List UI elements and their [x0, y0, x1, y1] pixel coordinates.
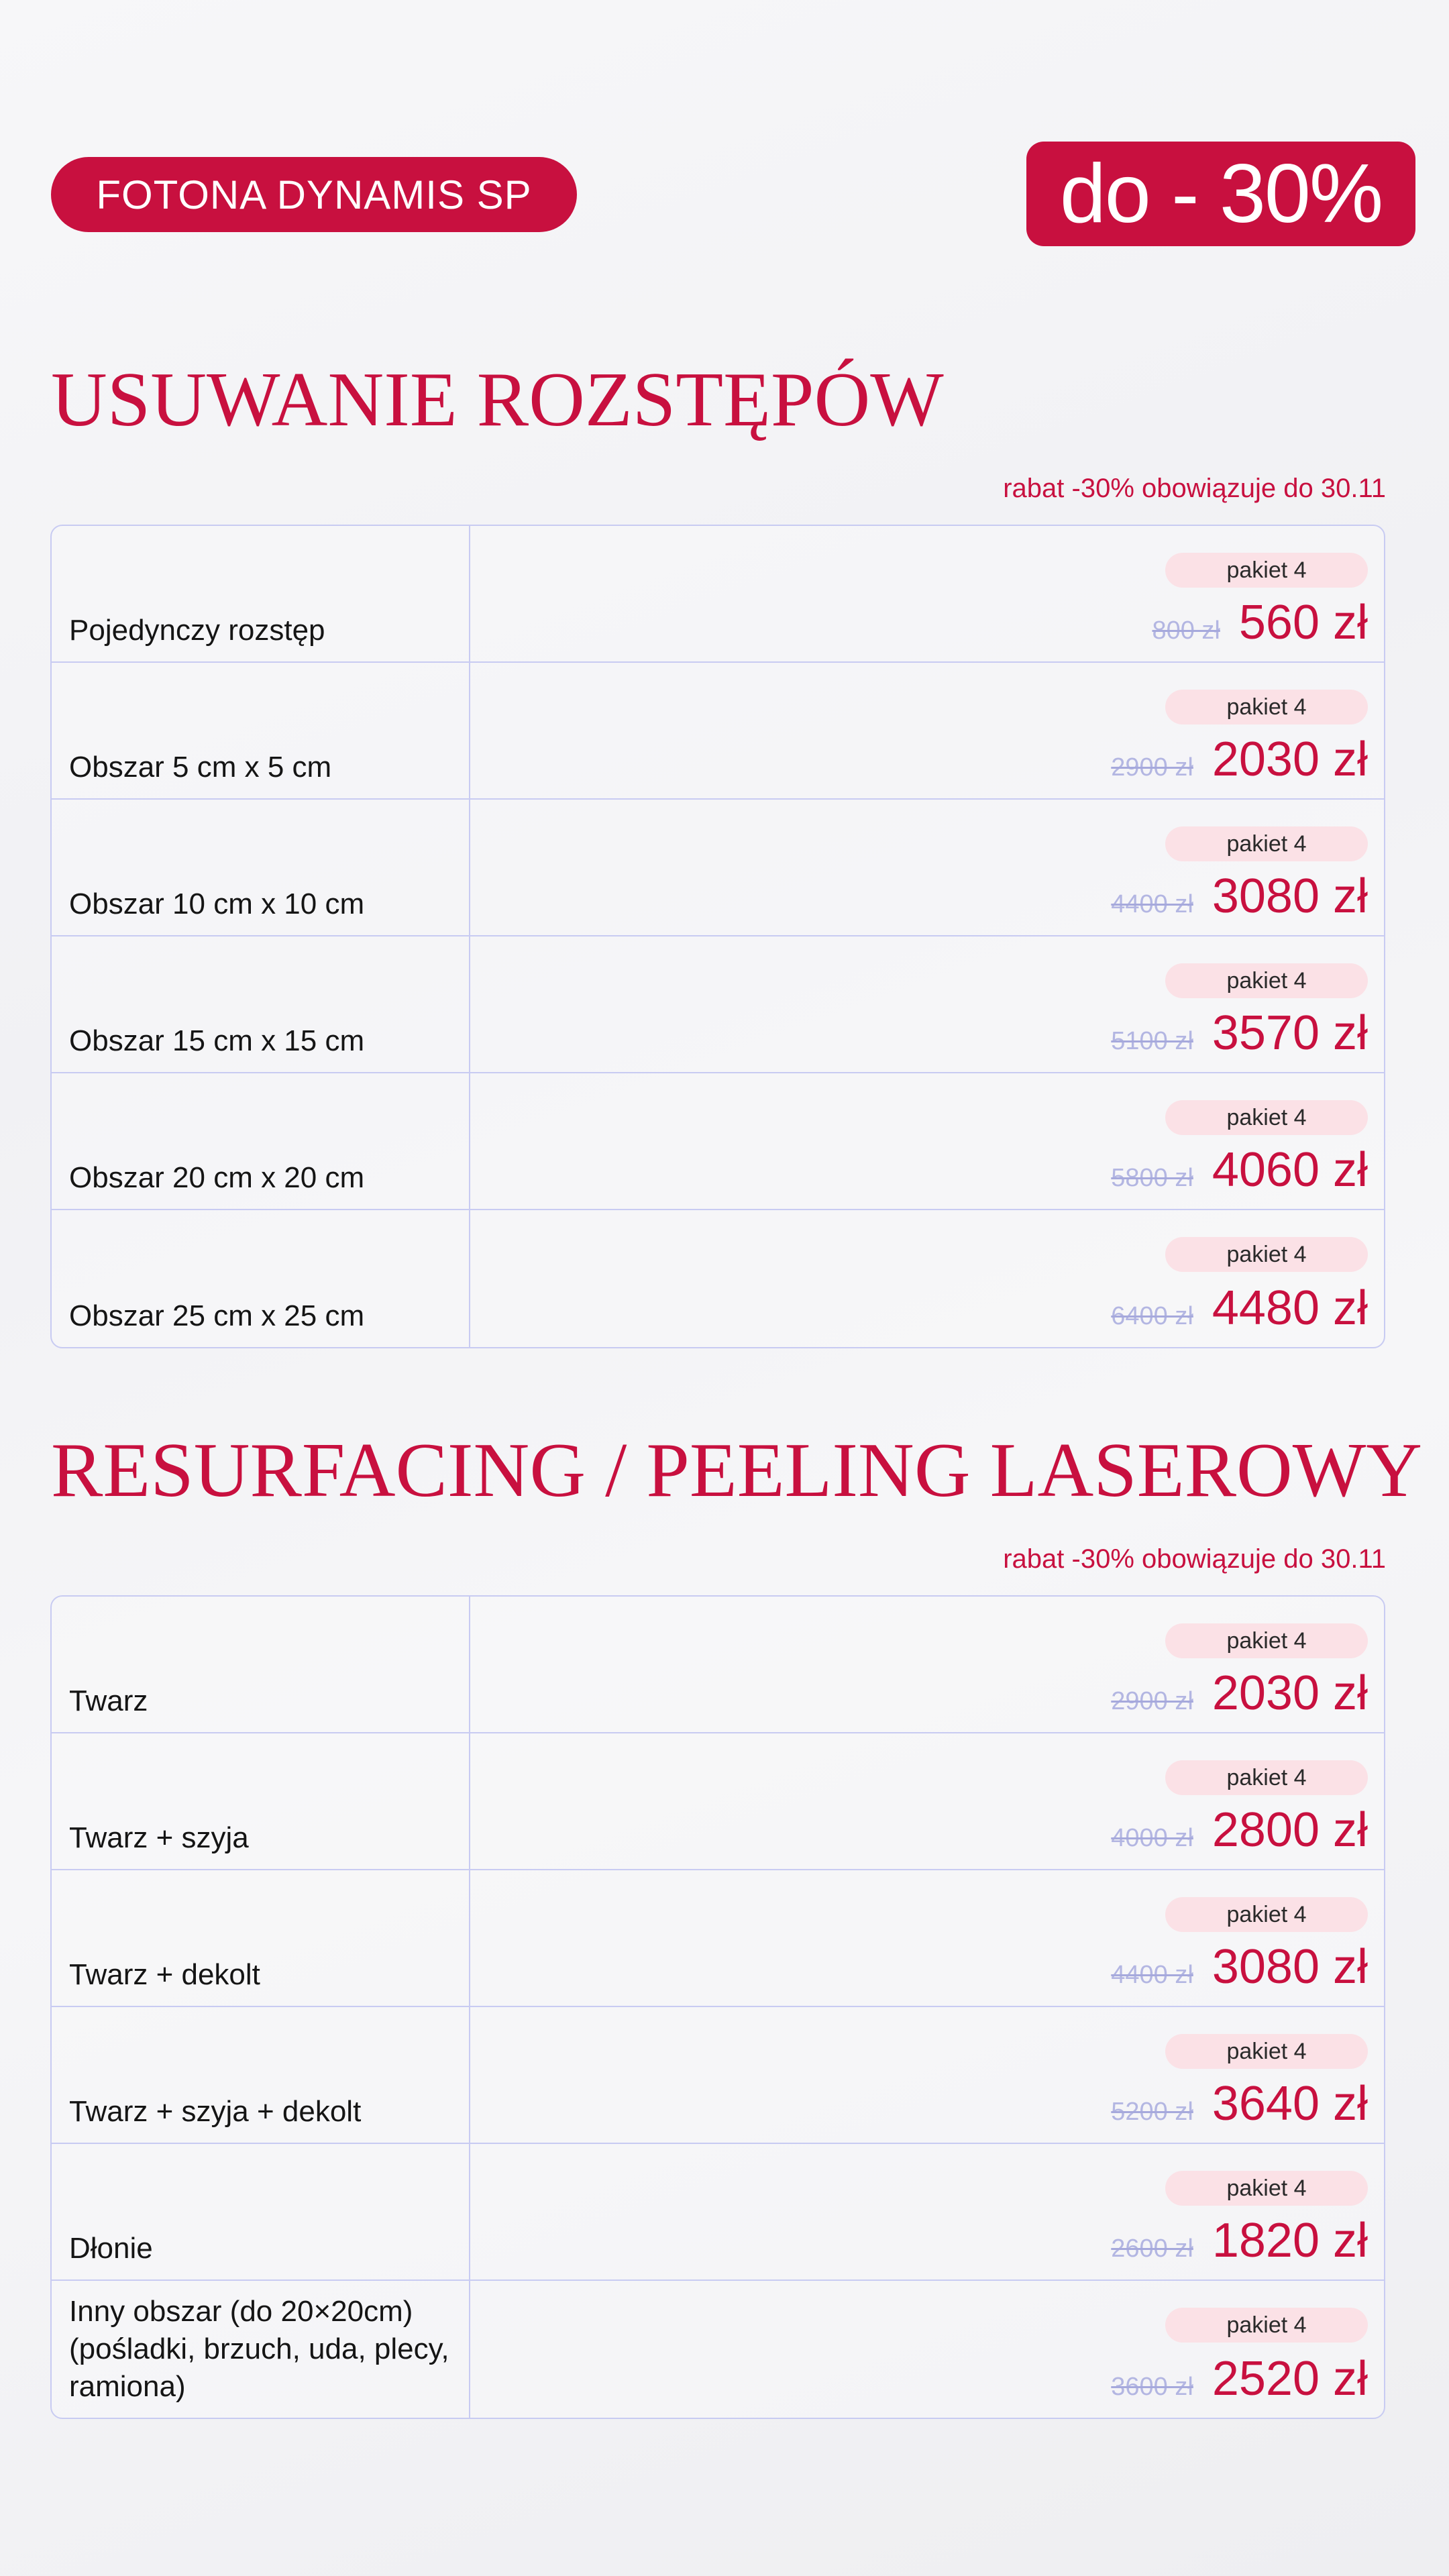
service-name: Twarz + szyja + dekolt	[52, 2007, 470, 2143]
old-price: 2600 zł	[1111, 2235, 1193, 2263]
service-name: Twarz + szyja	[52, 1733, 470, 1869]
prices	[1111, 1803, 1368, 1857]
price-cell	[470, 2144, 1384, 2279]
prices	[1152, 598, 1368, 647]
discount-badge: do - 30%	[1026, 142, 1415, 246]
price-cell	[470, 2281, 1384, 2418]
price-cell	[470, 800, 1384, 935]
table-row	[52, 800, 1384, 936]
old-price: 4400 zł	[1111, 890, 1193, 918]
service-name: Inny obszar (do 20×20cm) (pośladki, brzuch, uda, plecy, ramiona)	[52, 2281, 470, 2418]
old-price: 6400 zł	[1111, 1302, 1193, 1330]
new-price: 2030 zł	[1212, 733, 1368, 786]
price-table-stretch-marks	[50, 525, 1385, 1348]
old-price: 5100 zł	[1111, 1027, 1193, 1055]
new-price: 4480 zł	[1212, 1281, 1368, 1335]
package-pill: pakiet 4	[1165, 826, 1368, 861]
table-row	[52, 1073, 1384, 1210]
discount-note: rabat -30% obowiązuje do 30.11	[1003, 474, 1386, 503]
service-name: Twarz	[52, 1597, 470, 1732]
new-price: 1820 zł	[1212, 2214, 1368, 2267]
old-price: 4000 zł	[1111, 1824, 1193, 1852]
prices	[1111, 1666, 1368, 1720]
new-price: 560 zł	[1238, 596, 1368, 649]
table-row	[52, 1870, 1384, 2007]
section-title-stretch-marks: USUWANIE ROZSTĘPÓW	[51, 357, 944, 443]
service-name: Obszar 20 cm x 20 cm	[52, 1073, 470, 1209]
service-name: Obszar 10 cm x 10 cm	[52, 800, 470, 935]
table-row	[52, 663, 1384, 800]
old-price: 4400 zł	[1111, 1961, 1193, 1989]
package-pill: pakiet 4	[1165, 1237, 1368, 1272]
brand-badge: FOTONA DYNAMIS SP	[51, 157, 577, 232]
prices	[1111, 1940, 1368, 1994]
table-row	[52, 936, 1384, 1073]
table-row	[52, 2007, 1384, 2144]
table-row	[52, 1597, 1384, 1733]
price-cell	[470, 1733, 1384, 1869]
new-price: 3640 zł	[1212, 2077, 1368, 2131]
table-row	[52, 1210, 1384, 1347]
price-cell	[470, 2007, 1384, 2143]
package-pill: pakiet 4	[1165, 2171, 1368, 2206]
package-pill: pakiet 4	[1165, 1100, 1368, 1135]
package-pill: pakiet 4	[1165, 963, 1368, 998]
price-cell	[470, 663, 1384, 798]
prices	[1111, 869, 1368, 923]
prices	[1111, 1006, 1368, 1060]
service-name: Pojedynczy rozstęp	[52, 526, 470, 661]
price-cell	[470, 1597, 1384, 1732]
package-pill: pakiet 4	[1165, 2308, 1368, 2343]
old-price: 2900 zł	[1111, 753, 1193, 782]
old-price: 800 zł	[1152, 616, 1220, 645]
discount-note: rabat -30% obowiązuje do 30.11	[1003, 1544, 1386, 1574]
price-table-resurfacing	[50, 1595, 1385, 2419]
price-cell	[470, 1073, 1384, 1209]
price-cell	[470, 936, 1384, 1072]
prices	[1111, 2077, 1368, 2131]
price-cell	[470, 1210, 1384, 1347]
package-pill: pakiet 4	[1165, 1623, 1368, 1658]
new-price: 4060 zł	[1212, 1143, 1368, 1197]
service-name: Obszar 5 cm x 5 cm	[52, 663, 470, 798]
old-price: 5200 zł	[1111, 2098, 1193, 2126]
prices	[1111, 1143, 1368, 1197]
price-cell	[470, 526, 1384, 661]
prices	[1111, 2216, 1368, 2265]
service-name: Obszar 25 cm x 25 cm	[52, 1210, 470, 1347]
table-row	[52, 2144, 1384, 2281]
old-price: 5800 zł	[1111, 1164, 1193, 1192]
table-row	[52, 2281, 1384, 2418]
prices	[1111, 735, 1368, 784]
service-name: Obszar 15 cm x 15 cm	[52, 936, 470, 1072]
new-price: 3570 zł	[1212, 1006, 1368, 1060]
old-price: 2900 zł	[1111, 1687, 1193, 1715]
service-name: Twarz + dekolt	[52, 1870, 470, 2006]
new-price: 2520 zł	[1212, 2352, 1368, 2406]
new-price: 2800 zł	[1212, 1803, 1368, 1857]
package-pill: pakiet 4	[1165, 1760, 1368, 1795]
old-price: 3600 zł	[1111, 2373, 1193, 2401]
package-pill: pakiet 4	[1165, 2034, 1368, 2069]
prices	[1111, 1281, 1368, 1335]
service-name: Dłonie	[52, 2144, 470, 2279]
section-title-resurfacing: RESURFACING / PEELING LASEROWY	[51, 1428, 1422, 1513]
new-price: 3080 zł	[1212, 1940, 1368, 1994]
package-pill: pakiet 4	[1165, 1897, 1368, 1932]
package-pill: pakiet 4	[1165, 553, 1368, 588]
new-price: 2030 zł	[1212, 1666, 1368, 1720]
new-price: 3080 zł	[1212, 869, 1368, 923]
prices	[1111, 2352, 1368, 2406]
table-row	[52, 1733, 1384, 1870]
price-cell	[470, 1870, 1384, 2006]
package-pill: pakiet 4	[1165, 690, 1368, 724]
table-row	[52, 526, 1384, 663]
